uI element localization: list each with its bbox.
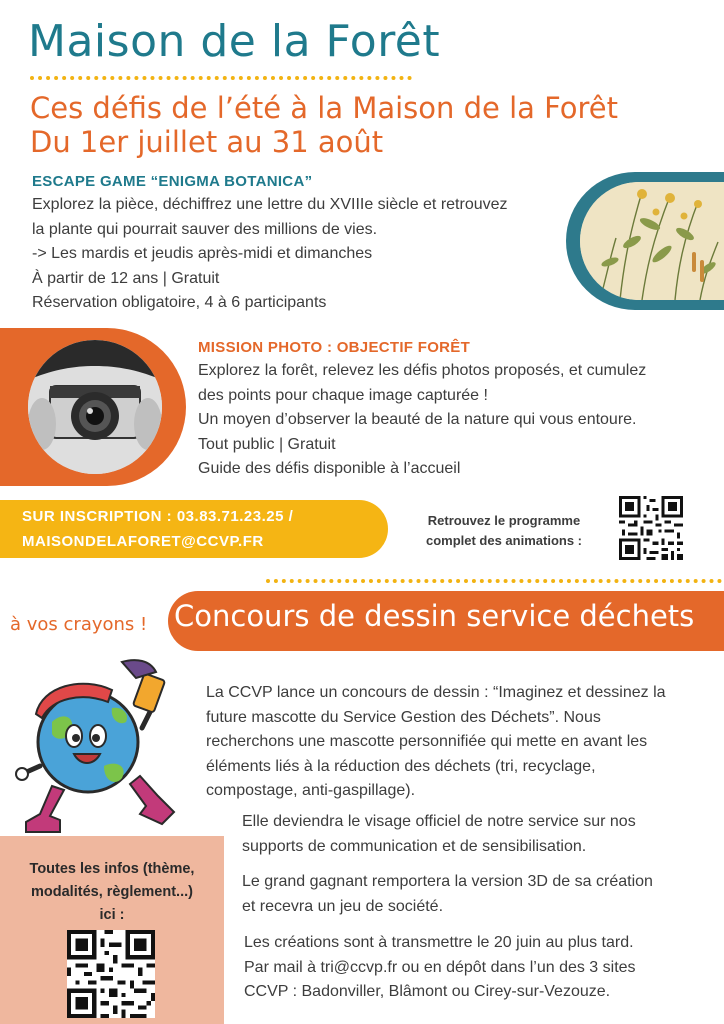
mission-line: des points pour chaque image capturée ! [198, 386, 488, 404]
summer-title-line1: Ces défis de l’été à la Maison de la Forêt [30, 91, 619, 125]
inscription-phone: SUR INSCRIPTION : 03.83.71.23.25 / [22, 508, 294, 525]
dotted-divider-middle [266, 579, 722, 583]
qr-code-contest-icon[interactable] [67, 930, 155, 1018]
escape-line: -> Les mardis et jeudis après-midi et dimanches [32, 245, 373, 262]
mission-photo-description [198, 359, 646, 482]
contest-title: Concours de dessin service déchets [174, 599, 695, 633]
programme-line: Retrouvez le programme [427, 513, 581, 528]
earth-mascot-icon [12, 656, 196, 840]
contest-paragraph-2 [242, 810, 636, 859]
inscription-email: MAISONDELAFORET@CCVP.FR [22, 533, 264, 550]
escape-line: Explorez la pièce, déchiffrez une lettre du XVIIIe siècle et retrouvez [32, 196, 508, 213]
mission-line: Tout public | Gratuit [198, 435, 336, 453]
info-line: Toutes les infos (thème, [29, 861, 195, 877]
mission-line: Guide des défis disponible à l’accueil [198, 460, 461, 477]
escape-line: la plante qui pourrait sauver des millions de vies. [32, 220, 378, 238]
contest-paragraph-1 [206, 681, 666, 804]
contest-line: supports de communication et de sensibilisation. [242, 837, 587, 855]
escape-game-description [32, 193, 508, 316]
dotted-divider-top [30, 76, 412, 80]
contest-line: Les créations sont à transmettre le 20 juin au plus tard. [244, 934, 634, 951]
summer-title-line2: Du 1er juillet au 31 août [30, 125, 384, 159]
info-line: modalités, règlement...) [31, 884, 193, 900]
contest-line: éléments liés à la réduction des déchets (tri, recyclage, [206, 757, 596, 775]
contest-line: Elle deviendra le visage officiel de notre service sur nos [242, 813, 636, 830]
mission-line: Un moyen d’observer la beauté de la nature qui vous entoure. [198, 411, 637, 428]
programme-text [404, 511, 604, 551]
info-line: ici : [99, 907, 125, 923]
qr-code-programme-icon[interactable] [619, 496, 683, 560]
contest-line: compostage, anti-gaspillage). [206, 782, 416, 799]
programme-line: complet des animations : [425, 533, 583, 548]
botanical-illustration-icon [580, 182, 724, 300]
camera-photo-icon [28, 340, 162, 474]
contest-line: et recevra un jeu de société. [242, 897, 444, 915]
contest-tagline: à vos crayons ! [10, 614, 148, 635]
contest-line: future mascotte du Service Gestion des Déchets”. Nous [206, 708, 601, 726]
contest-paragraph-3 [242, 870, 653, 919]
mission-photo-heading: MISSION PHOTO : OBJECTIF FORÊT [198, 339, 471, 356]
contest-line: CCVP : Badonviller, Blâmont ou Cirey-sur-Vezouze. [244, 983, 611, 1000]
page-title: Maison de la Forêt [28, 16, 441, 67]
contest-paragraph-4 [244, 931, 636, 1005]
escape-line: À partir de 12 ans | Gratuit [32, 269, 220, 287]
contest-line: Par mail à tri@ccvp.fr ou en dépôt dans l’un des 3 sites [244, 958, 636, 976]
contest-line: Le grand gagnant remportera la version 3D de sa création [242, 873, 653, 890]
mission-line: Explorez la forêt, relevez les défis photos proposés, et cumulez [198, 362, 647, 379]
contest-line: La CCVP lance un concours de dessin : “Imaginez et dessinez la [206, 684, 666, 701]
escape-line: Réservation obligatoire, 4 à 6 participants [32, 294, 327, 311]
contest-line: recherchons une mascotte personnifiée qui mette en avant les [206, 733, 648, 750]
info-text [8, 858, 216, 927]
escape-game-heading: ESCAPE GAME “ENIGMA BOTANICA” [32, 173, 313, 190]
inscription-info [22, 504, 293, 554]
